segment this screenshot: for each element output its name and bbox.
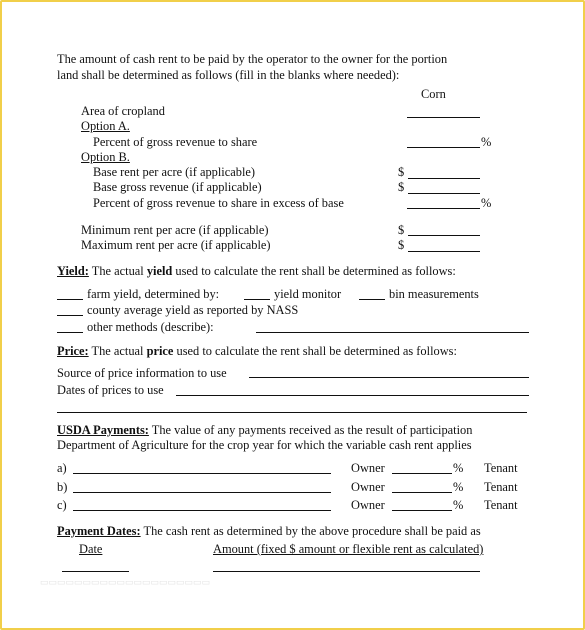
usda-row-b-blank[interactable] [73, 492, 331, 493]
usda-row-a-label: a) [57, 461, 67, 475]
payment-amount-column: Amount (fixed $ amount or flexible rent as calculated) [213, 542, 484, 556]
usda-row-c-blank[interactable] [73, 510, 331, 511]
other-methods-check[interactable] [57, 332, 83, 333]
option-b-label: Option B. [81, 150, 130, 164]
bin-measurements-check[interactable] [359, 299, 385, 300]
max-rent-blank[interactable] [408, 251, 480, 252]
area-label: Area of cropland [81, 104, 165, 118]
price-text-pre: The actual [91, 344, 147, 358]
pct-excess-label: Percent of gross revenue to share in excess of base [93, 196, 344, 210]
price-text-bold: price [146, 344, 174, 358]
usda-row-b-label: b) [57, 480, 68, 494]
area-blank[interactable] [407, 117, 480, 118]
yield-text-bold: yield [146, 264, 173, 278]
price-extra-blank[interactable] [57, 412, 527, 413]
other-methods-label: other methods (describe): [87, 320, 214, 334]
usda-row-b-owner-blank[interactable] [392, 492, 452, 493]
percent-sign: % [481, 196, 492, 210]
percent-sign: % [453, 480, 464, 494]
usda-row-c-owner-blank[interactable] [392, 510, 452, 511]
payment-date-column: Date [79, 542, 103, 556]
yield-heading: Yield: [57, 264, 89, 278]
bin-measurements-label: bin measurements [389, 287, 479, 301]
option-a-label: Option A. [81, 119, 130, 133]
usda-row-c-label: c) [57, 498, 67, 512]
yield-text-pre: The actual [91, 264, 147, 278]
percent-sign: % [453, 461, 464, 475]
dollar-sign: $ [398, 180, 405, 194]
payment-date-blank[interactable] [62, 571, 129, 572]
usda-row-b-owner: Owner [351, 480, 385, 494]
payment-paragraph [57, 525, 481, 537]
dollar-sign: $ [398, 165, 405, 179]
price-source-label: Source of price information to use [57, 366, 227, 380]
base-gross-blank[interactable] [408, 193, 480, 194]
price-text-post: used to calculate the rent shall be determined as follows: [173, 344, 457, 358]
percent-sign: % [481, 135, 492, 149]
yield-text-post: used to calculate the rent shall be determined as follows: [172, 264, 456, 278]
county-yield-check[interactable] [57, 315, 83, 316]
payment-text: The cash rent as determined by the above procedure shall be paid as [140, 524, 481, 538]
price-heading: Price: [57, 344, 89, 358]
usda-row-a-tenant: Tenant [484, 461, 518, 475]
usda-row-c-owner: Owner [351, 498, 385, 512]
usda-row-a-owner-blank[interactable] [392, 473, 452, 474]
base-gross-label: Base gross revenue (if applicable) [93, 180, 262, 194]
payment-heading: Payment Dates: [57, 524, 141, 538]
base-rent-blank[interactable] [408, 178, 480, 179]
price-paragraph [57, 345, 457, 357]
usda-heading: USDA Payments: [57, 423, 149, 437]
max-rent-label: Maximum rent per acre (if applicable) [81, 238, 271, 252]
dollar-sign: $ [398, 238, 405, 252]
min-rent-label: Minimum rent per acre (if applicable) [81, 223, 269, 237]
usda-row-c-tenant: Tenant [484, 498, 518, 512]
usda-row-b-tenant: Tenant [484, 480, 518, 494]
yield-paragraph [57, 265, 456, 277]
farm-yield-check[interactable] [57, 299, 83, 300]
min-rent-blank[interactable] [408, 235, 480, 236]
dollar-sign: $ [398, 223, 405, 237]
faint-watermark: ▭▭▭▭▭▭▭▭▭▭▭▭▭▭▭▭▭▭▭▭ [40, 577, 211, 587]
intro-line-2: land shall be determined as follows (fill in the blanks where needed): [57, 68, 400, 82]
pct-gross-blank[interactable] [407, 147, 480, 148]
farm-yield-label: farm yield, determined by: [87, 287, 220, 301]
price-dates-label: Dates of prices to use [57, 383, 164, 397]
usda-row-a-blank[interactable] [73, 473, 331, 474]
usda-text-1: The value of any payments received as the result of participation [148, 423, 473, 437]
usda-paragraph-2: Department of Agriculture for the crop year for which the variable cash rent applies [57, 438, 472, 452]
pct-gross-label: Percent of gross revenue to share [93, 135, 258, 149]
price-dates-blank[interactable] [176, 395, 529, 396]
percent-sign: % [453, 498, 464, 512]
crop-header: Corn [421, 87, 446, 101]
payment-amount-blank[interactable] [213, 571, 480, 572]
county-yield-label: county average yield as reported by NASS [87, 303, 299, 317]
base-rent-label: Base rent per acre (if applicable) [93, 165, 256, 179]
price-source-blank[interactable] [249, 377, 529, 378]
intro-line-1: The amount of cash rent to be paid by the operator to the owner for the portion [57, 52, 448, 66]
yield-monitor-label: yield monitor [274, 287, 342, 301]
pct-excess-blank[interactable] [407, 208, 480, 209]
yield-monitor-check[interactable] [244, 299, 270, 300]
usda-row-a-owner: Owner [351, 461, 385, 475]
usda-paragraph-1 [57, 424, 472, 436]
other-methods-blank[interactable] [256, 332, 529, 333]
